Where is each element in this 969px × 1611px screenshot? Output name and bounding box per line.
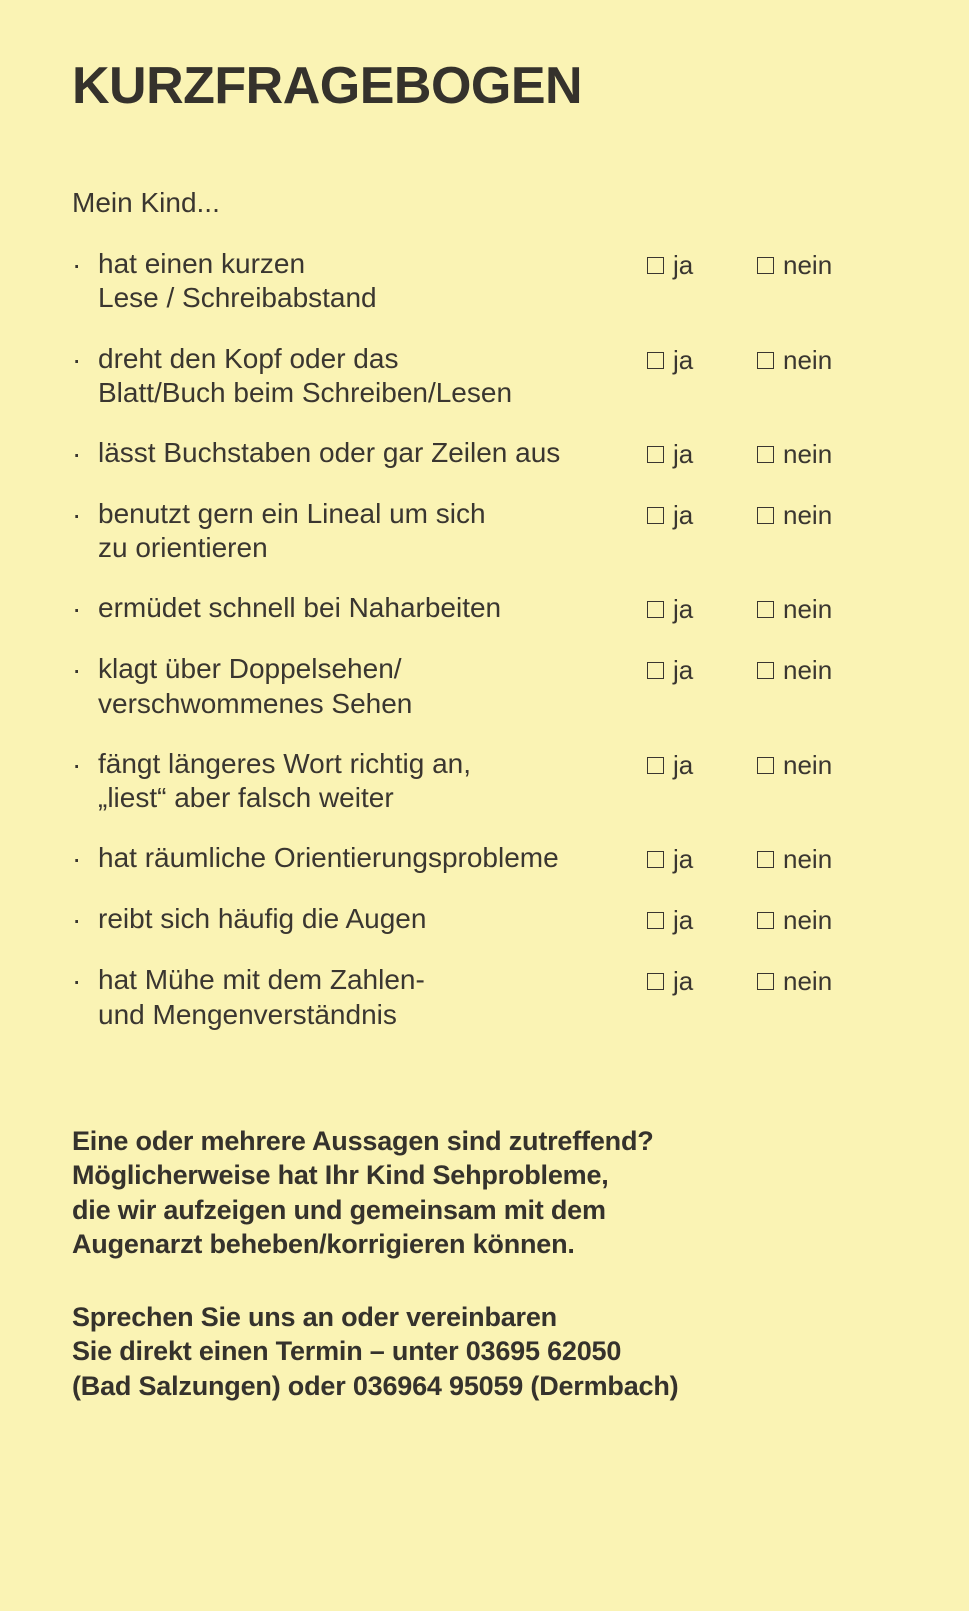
bullet-icon: · (72, 965, 82, 997)
bullet-icon: · (72, 904, 82, 936)
answer-no-label: nein (783, 844, 833, 875)
answer-no-label: nein (783, 905, 833, 936)
answer-no[interactable] (757, 250, 832, 281)
checkbox-icon[interactable] (647, 601, 664, 618)
closing-p2-line-1: Sprechen Sie uns an oder vereinbaren (72, 1301, 557, 1332)
bullet-icon: · (72, 343, 82, 375)
question-line-2: „liest“ aber falsch weiter (98, 781, 394, 813)
answer-no-label: nein (783, 966, 833, 997)
answer-yes[interactable] (647, 250, 757, 281)
question-row (72, 591, 897, 626)
checkbox-icon[interactable] (647, 507, 664, 524)
answer-no[interactable] (757, 905, 832, 936)
question-line-1: hat einen kurzen (98, 248, 306, 280)
checkbox-icon[interactable] (647, 912, 664, 929)
answer-no-label: nein (783, 594, 833, 625)
checkbox-icon[interactable] (757, 352, 774, 369)
answer-yes[interactable] (647, 844, 757, 875)
answer-yes-label: ja (673, 250, 694, 281)
answer-yes-label: ja (673, 966, 694, 997)
answer-yes[interactable] (647, 655, 757, 686)
closing-section (72, 1124, 897, 1404)
answer-no-label: nein (783, 749, 833, 780)
answer-yes[interactable] (647, 750, 757, 781)
question-line-1: lässt Buchstaben oder gar Zeilen aus (98, 436, 561, 468)
answer-options (647, 342, 897, 376)
question-line-1: hat Mühe mit dem Zahlen- (98, 964, 425, 996)
question-row (72, 342, 897, 410)
checkbox-icon[interactable] (647, 257, 664, 274)
checkbox-icon[interactable] (647, 851, 664, 868)
checkbox-icon[interactable] (647, 757, 664, 774)
question-line-1: dreht den Kopf oder das (98, 342, 399, 374)
answer-yes[interactable] (647, 439, 757, 470)
answer-options (647, 747, 897, 781)
answer-no[interactable] (757, 500, 832, 531)
bullet-icon: · (72, 249, 82, 281)
question-line-1: benutzt gern ein Lineal um sich (98, 497, 486, 529)
answer-no[interactable] (757, 594, 832, 625)
answer-no[interactable] (757, 655, 832, 686)
checkbox-icon[interactable] (647, 973, 664, 990)
answer-no-label: nein (783, 344, 833, 375)
checkbox-icon[interactable] (647, 446, 664, 463)
question-text (98, 247, 647, 315)
answer-options (647, 497, 897, 531)
answer-yes-label: ja (673, 594, 694, 625)
question-text (98, 591, 647, 625)
checkbox-icon[interactable] (757, 662, 774, 679)
answer-yes[interactable] (647, 500, 757, 531)
question-row (72, 841, 897, 876)
closing-p1-line-1: Eine oder mehrere Aussagen sind zutreffend? (72, 1125, 654, 1156)
question-line-2: und Mengenverständnis (98, 998, 397, 1030)
question-line-2: zu orientieren (98, 532, 268, 564)
question-row (72, 436, 897, 471)
question-line-1: hat räumliche Orientierungsprobleme (98, 842, 559, 874)
answer-yes-label: ja (673, 749, 694, 780)
answer-yes-label: ja (673, 438, 694, 469)
question-text (98, 841, 647, 875)
bullet-icon: · (72, 843, 82, 875)
checkbox-icon[interactable] (647, 662, 664, 679)
question-text (98, 497, 647, 565)
question-row (72, 247, 897, 315)
checkbox-icon[interactable] (757, 257, 774, 274)
answer-options (647, 247, 897, 281)
answer-no[interactable] (757, 439, 832, 470)
question-line-2: Lese / Schreibabstand (98, 282, 377, 314)
question-row (72, 497, 897, 565)
answer-no-label: nein (783, 250, 833, 281)
answer-no[interactable] (757, 750, 832, 781)
answer-options (647, 841, 897, 875)
question-row (72, 747, 897, 815)
question-row (72, 963, 897, 1031)
answer-no-label: nein (783, 499, 833, 530)
answer-no[interactable] (757, 345, 832, 376)
checkbox-icon[interactable] (757, 757, 774, 774)
question-line-1: reibt sich häufig die Augen (98, 903, 427, 935)
answer-yes-label: ja (673, 344, 694, 375)
question-text (98, 652, 647, 720)
closing-p2-line-2: Sie direkt einen Termin – unter 03695 62050 (72, 1336, 622, 1367)
answer-no-label: nein (783, 438, 833, 469)
closing-paragraph-2 (72, 1300, 897, 1404)
answer-options (647, 963, 897, 997)
answer-yes[interactable] (647, 594, 757, 625)
closing-p1-line-3: die wir aufzeigen und gemeinsam mit dem (72, 1194, 606, 1225)
answer-yes[interactable] (647, 905, 757, 936)
question-line-1: fängt längeres Wort richtig an, (98, 747, 472, 779)
bullet-icon: · (72, 498, 82, 530)
answer-yes-label: ja (673, 655, 694, 686)
intro-text: Mein Kind... (72, 187, 220, 219)
bullet-icon: · (72, 654, 82, 686)
bullet-icon: · (72, 593, 82, 625)
question-text (98, 963, 647, 1031)
question-line-2: verschwommenes Sehen (98, 687, 413, 719)
question-text (98, 902, 647, 936)
question-text (98, 436, 647, 470)
question-list (72, 247, 897, 1032)
checkbox-icon[interactable] (647, 352, 664, 369)
page-title: KURZFRAGEBOGEN (72, 57, 583, 115)
answer-yes-label: ja (673, 844, 694, 875)
checkbox-icon[interactable] (757, 446, 774, 463)
checkbox-icon[interactable] (757, 507, 774, 524)
question-line-1: klagt über Doppelsehen/ (98, 653, 402, 685)
question-text (98, 747, 647, 815)
closing-paragraph-1 (72, 1124, 897, 1262)
closing-p1-line-2: Möglicherweise hat Ihr Kind Sehprobleme, (72, 1160, 609, 1191)
answer-yes-label: ja (673, 905, 694, 936)
question-line-1: ermüdet schnell bei Naharbeiten (98, 592, 502, 624)
answer-no-label: nein (783, 655, 833, 686)
checkbox-icon[interactable] (757, 851, 774, 868)
question-line-2: Blatt/Buch beim Schreiben/Lesen (98, 376, 513, 408)
bullet-icon: · (72, 748, 82, 780)
checkbox-icon[interactable] (757, 912, 774, 929)
question-row (72, 902, 897, 937)
answer-options (647, 436, 897, 470)
answer-no[interactable] (757, 966, 832, 997)
closing-p2-line-3: (Bad Salzungen) oder 036964 95059 (Dermbach) (72, 1370, 679, 1401)
answer-options (647, 902, 897, 936)
checkbox-icon[interactable] (757, 601, 774, 618)
closing-p1-line-4: Augenarzt beheben/korrigieren können. (72, 1229, 575, 1260)
question-row (72, 652, 897, 720)
answer-options (647, 652, 897, 686)
answer-yes[interactable] (647, 966, 757, 997)
answer-no[interactable] (757, 844, 832, 875)
answer-options (647, 591, 897, 625)
answer-yes-label: ja (673, 499, 694, 530)
checkbox-icon[interactable] (757, 973, 774, 990)
bullet-icon: · (72, 437, 82, 469)
answer-yes[interactable] (647, 345, 757, 376)
question-text (98, 342, 647, 410)
